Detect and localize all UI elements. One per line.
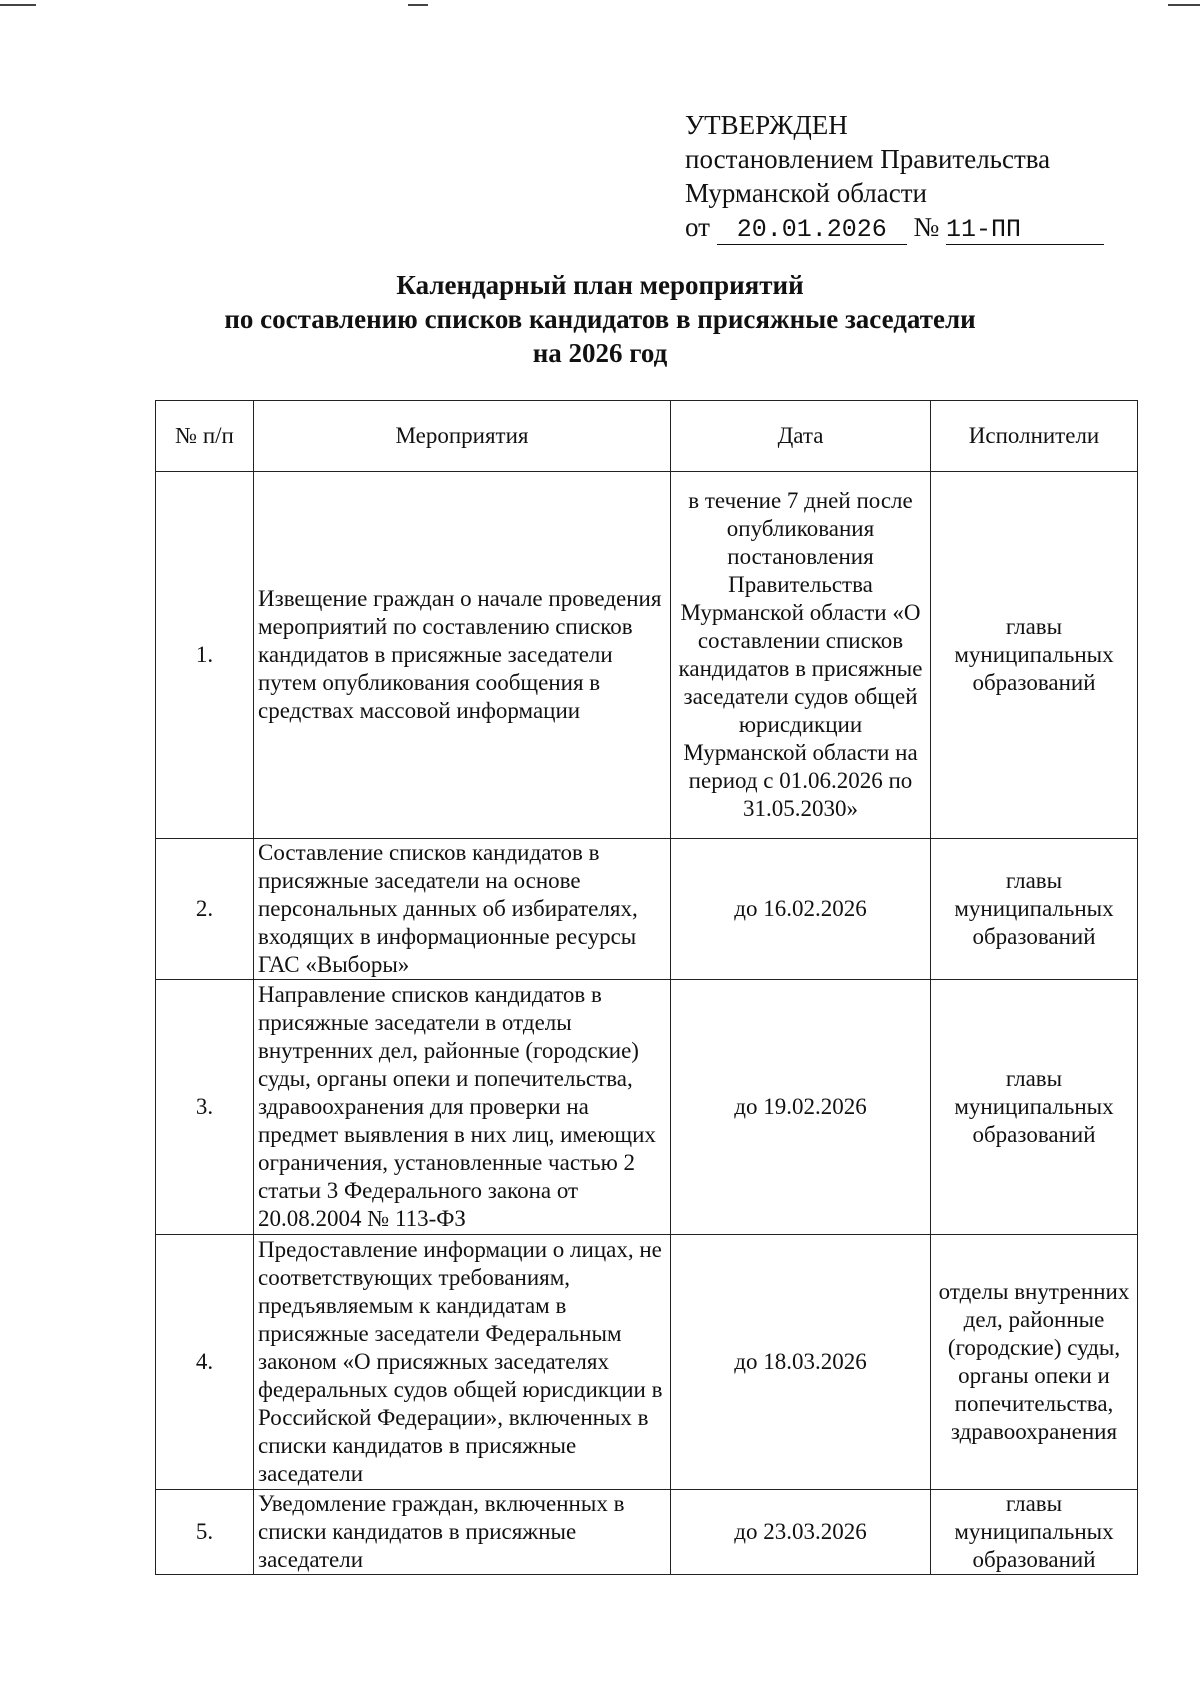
row-num: 2.: [156, 839, 254, 980]
row-date: в течение 7 дней после опубликования постановления Правительства Мурманской области «О составлении списков кандидатов в присяжные заседатели судов общей юрисдикции Мурманской области на период с 01.06.2026 по 31.05.2030»: [671, 472, 931, 839]
table-row: [156, 1490, 1138, 1575]
row-num: 5.: [156, 1490, 254, 1575]
header-executors: Исполнители: [931, 401, 1138, 472]
scan-mark-left: [0, 4, 36, 6]
table-row: [156, 472, 1138, 839]
approval-heading: УТВЕРЖДЕН: [685, 110, 848, 140]
table-row: [156, 980, 1138, 1235]
approval-line-1: постановлением Правительства: [685, 144, 1051, 174]
title-line-1: Календарный план мероприятий: [396, 270, 804, 300]
header-activity: Мероприятия: [254, 401, 671, 472]
row-executors: главы муниципальных образований: [931, 839, 1138, 980]
row-date: до 23.03.2026: [671, 1490, 931, 1575]
table-header-row: [156, 401, 1138, 472]
header-date: Дата: [671, 401, 931, 472]
row-num: 1.: [156, 472, 254, 839]
row-activity: Составление списков кандидатов в присяжные заседатели на основе персональных данных об избирателях, входящих в информационные ресурсы ГАС «Выборы»: [254, 839, 671, 980]
date-prefix: от: [685, 212, 710, 242]
row-executors: главы муниципальных образований: [931, 1490, 1138, 1575]
approval-number: 11-ПП: [946, 216, 1104, 245]
number-prefix: №: [913, 212, 940, 242]
row-num: 3.: [156, 980, 254, 1235]
approval-date-line: [685, 210, 1104, 245]
row-activity: Уведомление граждан, включенных в списки кандидатов в присяжные заседатели: [254, 1490, 671, 1575]
row-executors: главы муниципальных образований: [931, 980, 1138, 1235]
table-row: [156, 839, 1138, 980]
approval-block: [685, 108, 1104, 245]
table-row: [156, 1235, 1138, 1490]
title-line-2: по составлению списков кандидатов в присяжные заседатели: [224, 304, 976, 334]
scan-mark-center: [408, 4, 428, 6]
row-num: 4.: [156, 1235, 254, 1490]
row-executors: отделы внутренних дел, районные (городские) суды, органы опеки и попечительства, здравоохранения: [931, 1235, 1138, 1490]
row-executors: главы муниципальных образований: [931, 472, 1138, 839]
plan-table: [155, 400, 1138, 1575]
row-activity: Извещение граждан о начале проведения мероприятий по составлению списков кандидатов в присяжные заседатели путем опубликования сообщения в средствах массовой информации: [254, 472, 671, 839]
row-date: до 16.02.2026: [671, 839, 931, 980]
row-date: до 19.02.2026: [671, 980, 931, 1235]
title-line-3: на 2026 год: [532, 338, 668, 368]
row-date: до 18.03.2026: [671, 1235, 931, 1490]
approval-date: 20.01.2026: [717, 216, 907, 245]
approval-line-2: Мурманской области: [685, 178, 927, 208]
scan-mark-right: [1168, 4, 1200, 6]
row-activity: Предоставление информации о лицах, не соответствующих требованиям, предъявляемым к кандидатам в присяжные заседатели Федеральным законом «О присяжных заседателях федеральных судов общей юрисдикции в Российской Федерации», включенных в списки кандидатов в присяжные заседатели: [254, 1235, 671, 1490]
document-title: [0, 268, 1200, 370]
row-activity: Направление списков кандидатов в присяжные заседатели в отделы внутренних дел, районные (городские) суды, органы опеки и попечительства, здравоохранения для проверки на предмет выявления в них лиц, имеющих ограничения, установленные частью 2 статьи 3 Федерального закона от 20.08.2004 № 113-ФЗ: [254, 980, 671, 1235]
header-num: № п/п: [156, 401, 254, 472]
